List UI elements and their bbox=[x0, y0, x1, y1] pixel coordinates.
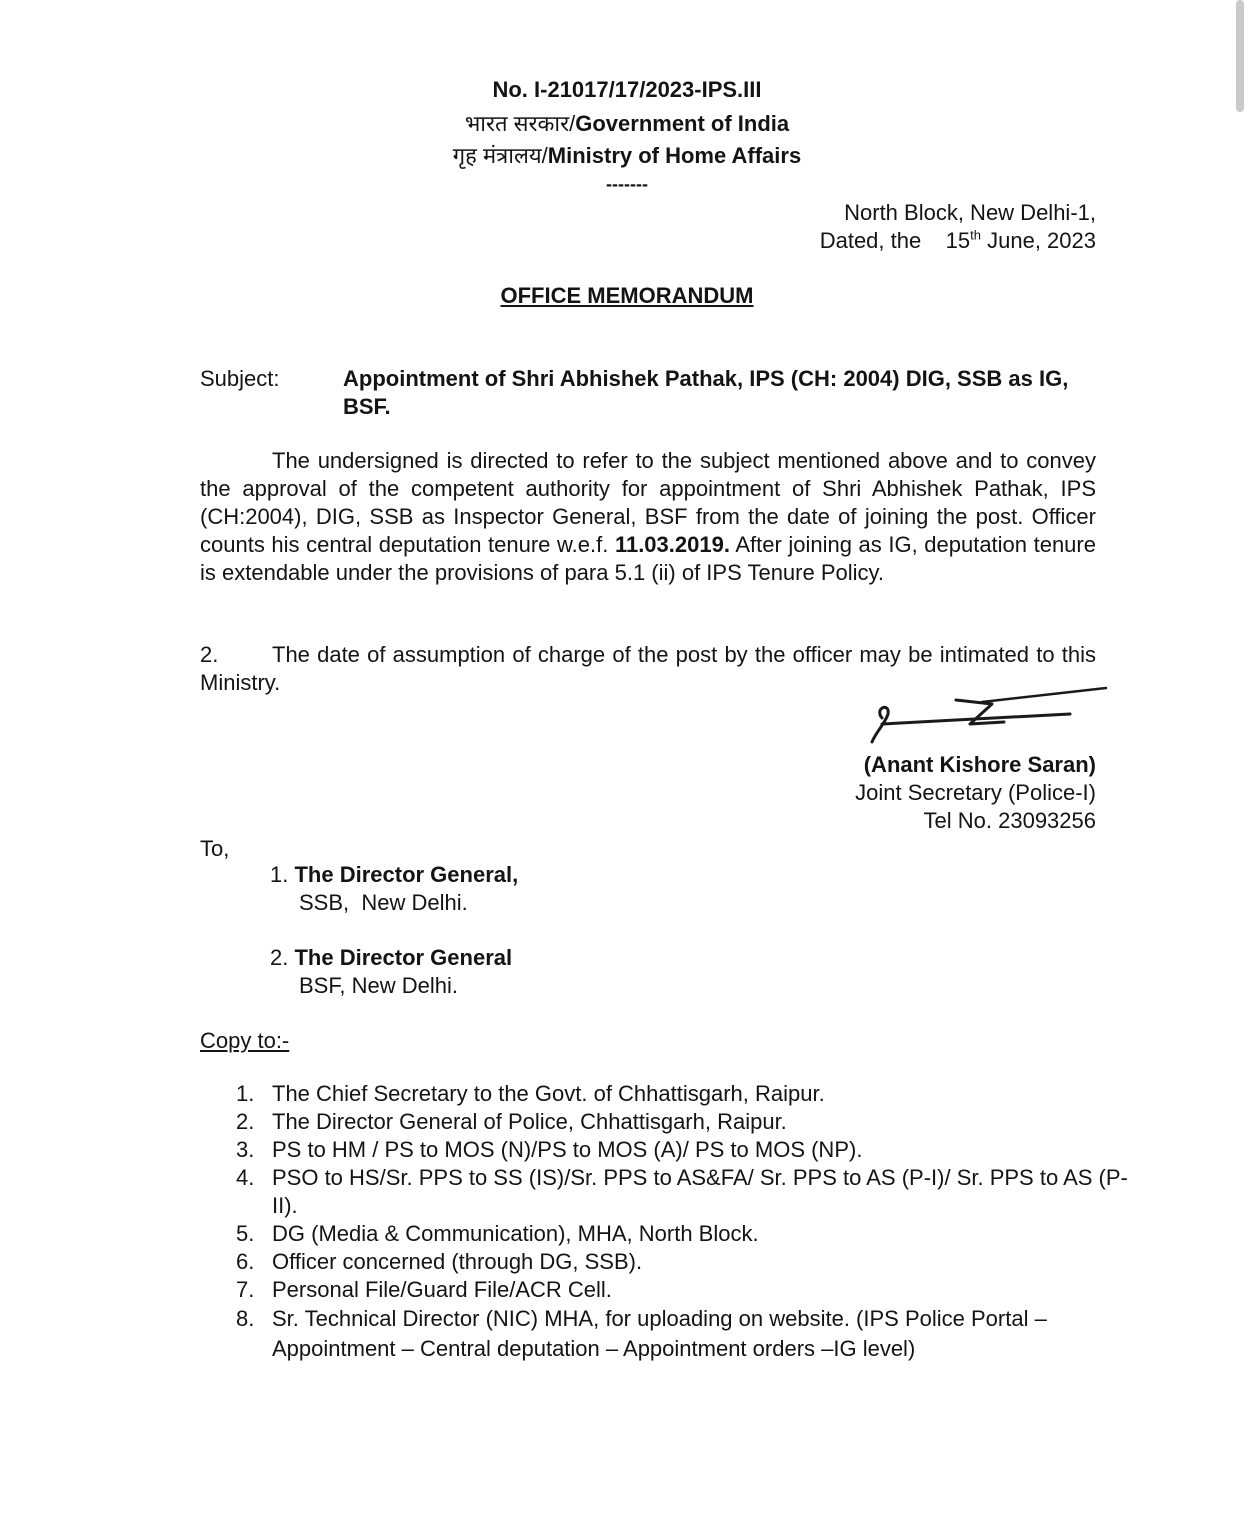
list-item bbox=[236, 1220, 1136, 1248]
recipient-2-place: BSF, New Delhi. bbox=[299, 973, 458, 998]
list-item-number: 1. bbox=[236, 1081, 255, 1106]
list-item-text: The Director General of Police, Chhattisgarh, Raipur. bbox=[272, 1109, 787, 1134]
paragraph-2-number: 2. bbox=[200, 642, 219, 667]
list-item-number: 4. bbox=[236, 1165, 255, 1190]
list-item-number: 3. bbox=[236, 1137, 255, 1162]
list-item-number: 5. bbox=[236, 1221, 255, 1246]
signatory-designation: Joint Secretary (Police-I) bbox=[855, 780, 1096, 805]
subject-label: Subject: bbox=[200, 366, 280, 391]
date-day: 15 bbox=[945, 228, 971, 253]
ministry-line: गृह मंत्रालय/Ministry of Home Affairs bbox=[452, 143, 802, 168]
recipient-2-title: The Director General bbox=[294, 945, 513, 970]
government-hindi: भारत सरकार bbox=[464, 111, 570, 136]
memo-title: OFFICE MEMORANDUM bbox=[500, 283, 754, 308]
signatory-tel: Tel No. 23093256 bbox=[923, 808, 1096, 833]
paragraph-1-text-after: After joining as IG, deputation tenure is extendable under the provisions of para 5.1 (ii) of IPS Tenure Policy. bbox=[200, 532, 1096, 585]
list-item bbox=[236, 1136, 1136, 1164]
list-item-number: 8. bbox=[236, 1306, 255, 1331]
ministry-hindi: गृह मंत्रालय bbox=[452, 143, 542, 168]
paragraph-1-text-before: The undersigned is directed to refer to the subject mentioned above and to convey the approval of the competent authority for appointment of Shri Abhishek Pathak, IPS (CH:2004), DIG, SSB as Inspector General, BSF from the date of joining the post. Officer counts his central deputation tenure w.e.f. bbox=[200, 448, 1096, 557]
date-month-year: June, 2023 bbox=[987, 228, 1096, 253]
recipient-2-number: 2. bbox=[270, 945, 289, 970]
recipient-1 bbox=[270, 861, 518, 917]
list-item-text: PSO to HS/Sr. PPS to SS (IS)/Sr. PPS to AS&FA/ Sr. PPS to AS (P-I)/ Sr. PPS to AS (P-II). bbox=[272, 1165, 1128, 1218]
place: North Block, New Delhi-1, bbox=[844, 200, 1096, 225]
subject-text: Appointment of Shri Abhishek Pathak, IPS (CH: 2004) DIG, SSB as IG, BSF. bbox=[343, 366, 1069, 419]
list-item bbox=[236, 1276, 1136, 1304]
list-item-text: DG (Media & Communication), MHA, North Block. bbox=[272, 1221, 759, 1246]
recipient-2 bbox=[270, 944, 512, 1000]
list-item-text: PS to HM / PS to MOS (N)/PS to MOS (A)/ PS to MOS (NP). bbox=[272, 1137, 863, 1162]
list-item-number: 7. bbox=[236, 1277, 255, 1302]
signatory-name: (Anant Kishore Saran) bbox=[863, 752, 1096, 777]
list-item-text: The Chief Secretary to the Govt. of Chhattisgarh, Raipur. bbox=[272, 1081, 825, 1106]
list-item-number: 2. bbox=[236, 1109, 255, 1134]
list-item bbox=[236, 1080, 1136, 1108]
file-number: No. I-21017/17/2023-IPS.III bbox=[492, 77, 762, 102]
paragraph-1 bbox=[200, 447, 1096, 587]
paragraph-2-text: The date of assumption of charge of the post by the officer may be intimated to this Ministry. bbox=[200, 642, 1096, 695]
list-item bbox=[236, 1304, 1102, 1364]
date-day-suffix: th bbox=[970, 227, 981, 243]
recipient-1-title: The Director General, bbox=[294, 862, 519, 887]
recipient-1-number: 1. bbox=[270, 862, 289, 887]
list-item-number: 6. bbox=[236, 1249, 255, 1274]
recipient-1-place: SSB, New Delhi. bbox=[299, 890, 468, 915]
government-line: भारत सरकार/Government of India bbox=[464, 111, 790, 136]
to-label: To, bbox=[200, 836, 230, 861]
list-item bbox=[236, 1108, 1136, 1136]
list-item-text: Officer concerned (through DG, SSB). bbox=[272, 1249, 643, 1274]
paragraph-1-date: 11.03.2019. bbox=[614, 532, 730, 557]
list-item-text: Personal File/Guard File/ACR Cell. bbox=[272, 1277, 612, 1302]
signature-mark bbox=[862, 684, 1112, 744]
list-item bbox=[236, 1248, 1136, 1276]
copy-to-label: Copy to:- bbox=[200, 1028, 290, 1053]
list-item bbox=[236, 1164, 1132, 1220]
header-separator: ------- bbox=[606, 174, 648, 194]
dated-prefix: Dated, the bbox=[819, 228, 922, 253]
list-item-text: Sr. Technical Director (NIC) MHA, for uploading on website. (IPS Police Portal – Appointment – Central deputation – Appointment orders –IG level) bbox=[272, 1306, 1047, 1361]
copy-to-list bbox=[236, 1080, 1136, 1364]
government-english: Government of India bbox=[575, 111, 790, 136]
date-line bbox=[820, 227, 1096, 255]
ministry-english: Ministry of Home Affairs bbox=[547, 143, 802, 168]
